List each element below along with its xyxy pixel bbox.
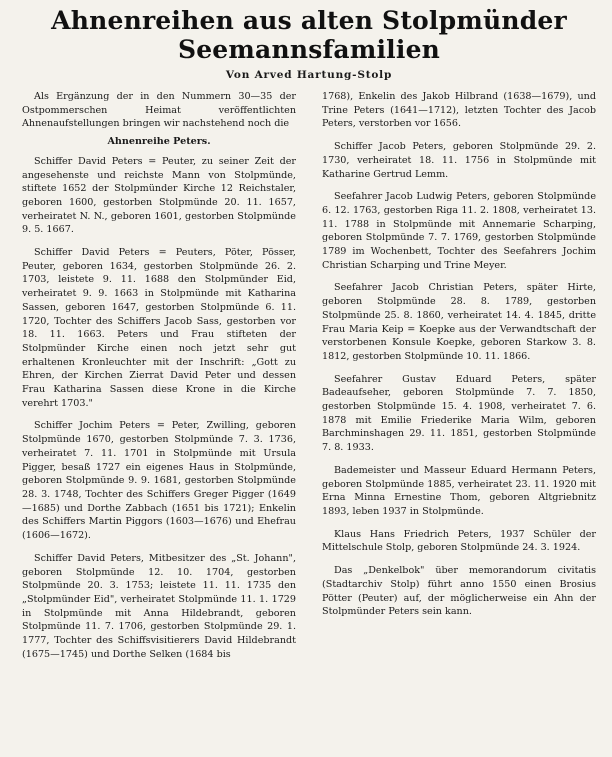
ancestor-entry: Seefahrer Gustav Eduard Peters, später Badeaufseher, geboren Stolpmünde 7. 7. 1850, gestorben Stolpmünde 15. 4. 1908, verheiratet 7. 6. 1878 mit Emilie Friederike Maria Wilm, geboren Barchminshagen 29. 11. 1851, gestorben Stolpmünde 7. 8. 1933. [322, 373, 596, 454]
ancestor-entry: Seefahrer Jacob Ludwig Peters, geboren Stolpmünde 6. 12. 1763, gestorben Riga 11. 2. 1808, verheiratet 13. 11. 1788 in Stolpmünde mit Annemarie Scharping, geboren Stolpmünde 7. 7. 1769, gestorben Stolpmünde 1789 im Wochenbett, Tochter des Seefahrers Jochim Christian Scharping und Trine Meyer. [322, 191, 596, 271]
right-column [322, 90, 596, 670]
ancestor-entry: Bademeister und Masseur Eduard Hermann Peters, geboren Stolpmünde 1885, verheiratet 23. 11. 1920 mit Erna Minna Ernestine Thom, geboren Altgriebnitz 1893, leben 1937 in Stolpmünde. [322, 464, 596, 517]
ancestor-entry: Schiffer Jochim Peters = Peter, Zwilling, geboren Stolpmünde 1670, gestorben Stolpmünde 7. 3. 1736, verheiratet 7. 11. 1701 in Stolpmünde mit Ursula Pigger, besaß 1727 ein eigenes Haus in Stolpmünde, geboren Stolpmünde 9. 9. 1681, gestorben Stolpmünde 28. 3. 1748, Tochter des Schiffers Greger Pigger (1649—1685) und Dorthe Zabbach (1651 bis 1721); Enkelin des Schiffers Martin Piggors (1603—1676) und Ehefrau (1606—1672). [22, 420, 296, 542]
title-line-1: Ahnenreihen aus alten Stolpmünder [51, 6, 567, 35]
ancestor-entry: Schiffer David Peters = Peuter, zu seiner Zeit der angesehenste und reichste Mann von Stolpmünde, stiftete 1652 der Stolpmünder Kirche 12 Reichstaler, geboren 1600, gestorben Stolpmünde 20. 11. 1657, verheiratet N. N., geboren 1601, gestorben Stolpmünde 9. 5. 1667. [22, 155, 296, 236]
byline: Von Arved Hartung-Stolp [225, 69, 393, 81]
section-heading: Ahnenreihe Peters. [107, 136, 211, 148]
ancestor-entry: Schiffer Jacob Peters, geboren Stolpmünde 29. 2. 1730, verheiratet 18. 11. 1756 in Stolpmünde mit Katharine Gertrud Lemm. [322, 141, 596, 180]
intro-paragraph: Als Ergänzung der in den Nummern 30—35 der Ostpommerschen Heimat veröffentlichten Ahnenaufstellungen bringen wir nachstehend noch die [22, 91, 296, 130]
ancestor-entry: Schiffer David Peters, Mitbesitzer des „St. Johann", geboren Stolpmünde 12. 10. 1704, gestorben Stolpmünde 20. 3. 1753; leistete 11. 11. 1735 den „Stolpmünder Eid", verheiratet Stolpmünde 11. 1. 1729 in Stolpmünde mit Anna Hildebrandt, geboren Stolpmünde 11. 7. 1706, gestorben Stolpmünde 29. 1. 1777, Tochter des Schiffsvisitierers David Hildebrandt (1675—1745) und Dorthe Selken (1684 bis [22, 552, 296, 660]
left-column [22, 90, 296, 670]
ancestor-entry-continued: 1768), Enkelin des Jakob Hilbrand (1638—1679), und Trine Peters (1641—1712), letzten Tochter des Jacob Peters, verstorben vor 1656. [322, 91, 596, 130]
article-body [22, 90, 596, 670]
ancestor-entry: Klaus Hans Friedrich Peters, 1937 Schüler der Mittelschule Stolp, geboren Stolpmünde 24. 3. 1924. [322, 528, 596, 554]
article-title [22, 6, 596, 64]
title-line-2: Seemannsfamilien [177, 35, 441, 64]
ancestor-entry: Schiffer David Peters = Peuters, Pöter, Pösser, Peuter, geboren 1634, gestorben Stolpmünde 26. 2. 1703, leistete 9. 11. 1688 den Stolpmünder Eid, verheiratet 9. 9. 1663 in Stolpmünde mit Katharina Sassen, geboren 1647, gestorben Stolpmünde 6. 11. 1720, Tochter des Schiffers Jacob Sass, gestorben vor 18. 11. 1663. Peters und Frau stifteten der Stolpmünder Kirche einen noch jetzt sehr gut erhaltenen Kronleuchter mit der Inschrift: „Gott zu Ehren, der Kirchen Zierrat David Peter und dessen Frau Katharina Sassen diese Krone in die Kirche verehrt 1703." [22, 247, 296, 409]
ancestor-entry: Seefahrer Jacob Christian Peters, später Hirte, geboren Stolpmünde 28. 8. 1789, gestorben Stolpmünde 25. 8. 1860, verheiratet 14. 4. 1845, dritte Frau Maria Keip = Koepke aus der Verwandtschaft der verstorbenen Konsule Koepke, geboren Starkow 3. 8. 1812, gestorben Stolpmünde 10. 11. 1866. [322, 282, 596, 362]
closing-note: Das „Denkelbok" über memorandorum civitatis (Stadtarchiv Stolp) führt anno 1550 einen Brosius Pötter (Peuter) auf, der möglicherweise ein Ahn der Stolpmünder Peters sein kann. [322, 565, 596, 618]
